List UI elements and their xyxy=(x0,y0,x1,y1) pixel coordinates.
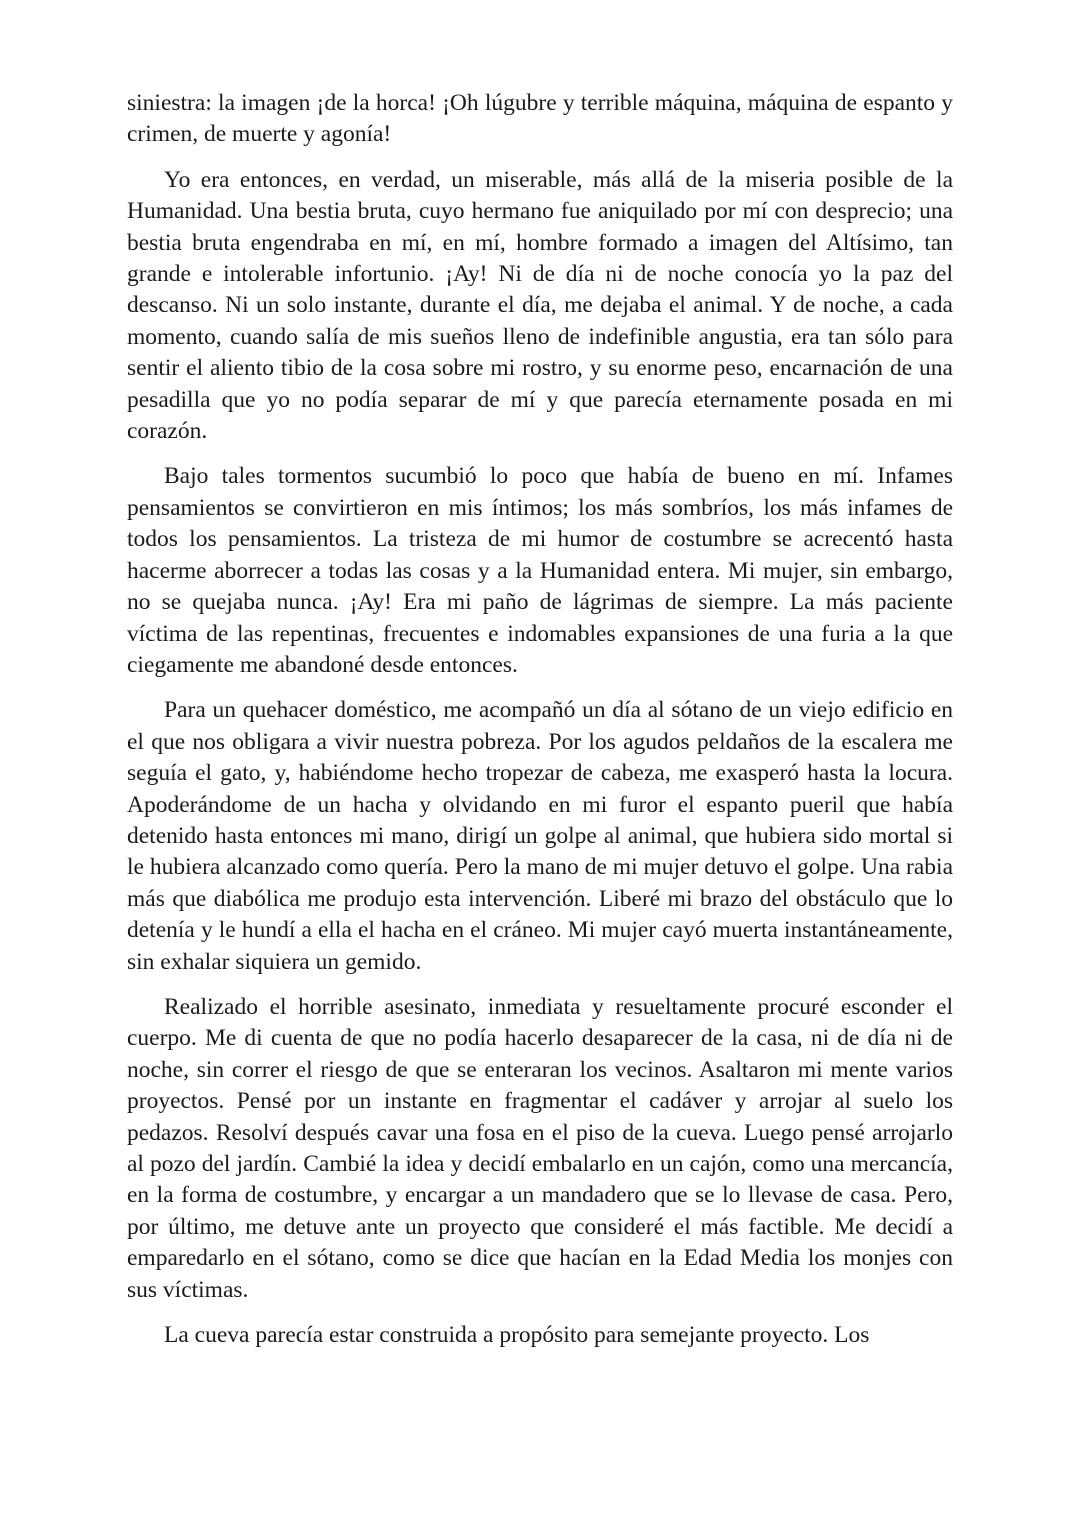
paragraph-1: siniestra: la imagen ¡de la horca! ¡Oh lúgubre y terrible máquina, máquina de espanto y crimen, de muerte y agonía! xyxy=(127,90,953,148)
paragraph-2: Yo era entonces, en verdad, un miserable, más allá de la miseria posible de la Humanidad. Una bestia bruta, cuyo hermano fue aniquilado por mí con desprecio; una bestia bruta engendraba en mí, en mí, hombre formado a imagen del Altísimo, tan grande e intolerable infortunio. ¡Ay! Ni de día ni de noche conocía yo la paz del descanso. Ni un solo instante, durante el día, me dejaba el animal. Y de noche, a cada momento, cuando salía de mis sueños lleno de indefinible angustia, era tan sólo para sentir el aliento tibio de la cosa sobre mi rostro, y su enorme peso, encarnación de una pesadilla que yo no podía separar de mí y que parecía eternamente posada en mi corazón. xyxy=(127,166,953,445)
paragraph-5: Realizado el horrible asesinato, inmediata y resueltamente procuré esconder el cuerpo. Me di cuenta de que no podía hacerlo desaparecer de la casa, ni de día ni de noche, sin correr el riesgo de que se enteraran los vecinos. Asaltaron mi mente varios proyectos. Pensé por un instante en fragmentar el cadáver y arrojar al suelo los pedazos. Resolví después cavar una fosa en el piso de la cueva. Luego pensé arrojarlo al pozo del jardín. Cambié la idea y decidí embalarlo en un cajón, como una mercancía, en la forma de costumbre, y encargar a un mandadero que se lo llevase de casa. Pero, por último, me detuve ante un proyecto que consideré el más factible. Me decidí a emparedarlo en el sótano, como se dice que hacían en la Edad Media los monjes con sus víctimas. xyxy=(127,993,953,1303)
paragraph-4: Para un quehacer doméstico, me acompañó un día al sótano de un viejo edificio en el que nos obligara a vivir nuestra pobreza. Por los agudos peldaños de la escalera me seguía el gato, y, habiéndome hecho tropezar de cabeza, me exasperó hasta la locura. Apoderándome de un hacha y olvidando en mi furor el espanto pueril que había detenido hasta entonces mi mano, dirigí un golpe al animal, que hubiera sido mortal si le hubiera alcanzado como quería. Pero la mano de mi mujer detuvo el golpe. Una rabia más que diabólica me produjo esta intervención. Liberé mi brazo del obstáculo que lo detenía y le hundí a ella el hacha en el cráneo. Mi mujer cayó muerta instantáneamente, sin exhalar siquiera un gemido. xyxy=(127,697,953,975)
paragraph-6: La cueva parecía estar construida a propósito para semejante proyecto. Los xyxy=(164,1322,870,1349)
paragraph-3: Bajo tales tormentos sucumbió lo poco que había de bueno en mí. Infames pensamientos se convirtieron en mis íntimos; los más sombríos, los más infames de todos los pensamientos. La tristeza de mi humor de costumbre se acrecentó hasta hacerme aborrecer a todas las cosas y a la Humanidad entera. Mi mujer, sin embargo, no se quejaba nunca. ¡Ay! Era mi paño de lágrimas de siempre. La más paciente víctima de las repentinas, frecuentes e indomables expansiones de una furia a la que ciegamente me abandoné desde entonces. xyxy=(127,463,953,678)
document-page xyxy=(127,88,953,1365)
